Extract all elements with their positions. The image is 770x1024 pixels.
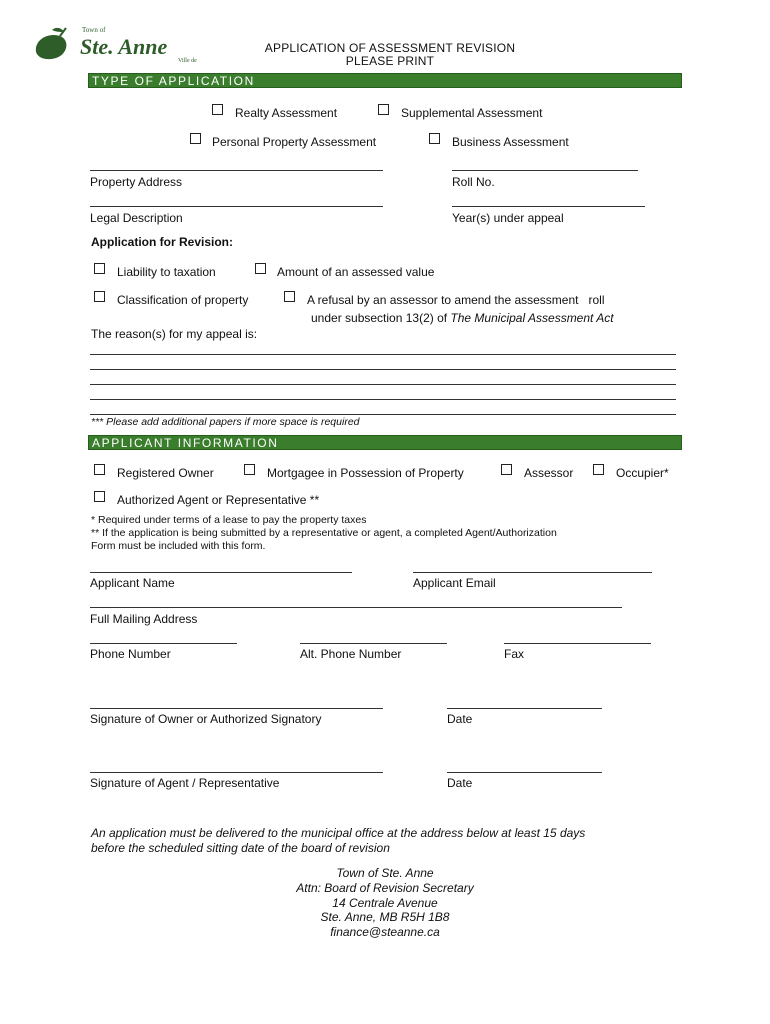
legal-description-label: Legal Description [90, 211, 183, 225]
alt-phone-field[interactable] [300, 643, 447, 644]
owner-signature-field[interactable] [90, 708, 383, 709]
checkbox-realty-assessment[interactable] [212, 104, 223, 115]
delivery-notice-line1: An application must be delivered to the municipal office at the address below at least 15 days [91, 826, 586, 840]
agent-date-field[interactable] [447, 772, 602, 773]
reasons-line-2[interactable] [90, 369, 676, 370]
mailing-address-field[interactable] [90, 607, 622, 608]
address-line: Ste. Anne, MB R5H 1B8 [320, 910, 450, 925]
label-business-assessment: Business Assessment [452, 135, 569, 149]
applicant-name-field[interactable] [90, 572, 352, 573]
logo-ville-de: Ville de [178, 58, 197, 64]
label-assessor-refusal: A refusal by an assessor to amend the assessment roll [307, 293, 605, 307]
owner-date-label: Date [447, 712, 473, 726]
property-address-label: Property Address [90, 175, 183, 189]
label-assessor-refusal-subsection: under subsection 13(2) of The Municipal Assessment Act [311, 311, 614, 325]
roll-no-label: Roll No. [452, 175, 495, 189]
checkbox-liability-to-taxation[interactable] [94, 263, 105, 274]
reasons-line-3[interactable] [90, 384, 676, 385]
label-supplemental-assessment: Supplemental Assessment [401, 106, 543, 120]
years-under-appeal-label: Year(s) under appeal [452, 211, 564, 225]
mailing-address-label: Full Mailing Address [90, 612, 198, 626]
logo-town-of: Town of [82, 26, 106, 34]
logo-name: Ste. Anne [80, 34, 168, 59]
section-type-of-application: TYPE OF APPLICATION [88, 73, 682, 88]
reasons-line-5[interactable] [90, 414, 676, 415]
fax-label: Fax [504, 647, 525, 661]
applicant-email-label: Applicant Email [413, 576, 496, 590]
municipal-address [235, 866, 535, 940]
checkbox-mortgagee[interactable] [244, 464, 255, 475]
reasons-label: The reason(s) for my appeal is: [91, 327, 258, 341]
applicant-email-field[interactable] [413, 572, 652, 573]
address-line: 14 Centrale Avenue [332, 895, 438, 910]
note-agent-line2: Form must be included with this form. [91, 540, 266, 552]
fax-field[interactable] [504, 643, 651, 644]
phone-field[interactable] [90, 643, 237, 644]
label-registered-owner: Registered Owner [117, 466, 214, 480]
form-subtitle: PLEASE PRINT [345, 54, 435, 68]
reasons-line-4[interactable] [90, 399, 676, 400]
label-mortgagee: Mortgagee in Possession of Property [267, 466, 464, 480]
roll-no-field[interactable] [452, 170, 638, 171]
checkbox-assessor-refusal[interactable] [284, 291, 295, 302]
label-authorized-agent: Authorized Agent or Representative ** [117, 493, 320, 507]
owner-signature-label: Signature of Owner or Authorized Signatory [90, 712, 322, 726]
label-occupier: Occupier* [616, 466, 669, 480]
owner-date-field[interactable] [447, 708, 602, 709]
label-liability-to-taxation: Liability to taxation [117, 265, 216, 279]
agent-signature-label: Signature of Agent / Representative [90, 776, 280, 790]
checkbox-classification-of-property[interactable] [94, 291, 105, 302]
checkbox-occupier[interactable] [593, 464, 604, 475]
label-classification-of-property: Classification of property [117, 293, 249, 307]
section-applicant-information: APPLICANT INFORMATION [88, 435, 682, 450]
reasons-line-1[interactable] [90, 354, 676, 355]
form-title: APPLICATION OF ASSESSMENT REVISION [264, 41, 516, 55]
label-assessor: Assessor [524, 466, 574, 480]
label-personal-property-assessment: Personal Property Assessment [212, 135, 377, 149]
label-realty-assessment: Realty Assessment [235, 106, 338, 120]
years-under-appeal-field[interactable] [452, 206, 645, 207]
agent-date-label: Date [447, 776, 473, 790]
delivery-notice-line2: before the scheduled sitting date of the board of revision [91, 841, 390, 855]
phone-label: Phone Number [90, 647, 171, 661]
address-email: finance@steanne.ca [330, 925, 440, 940]
revision-heading: Application for Revision: [91, 235, 234, 249]
note-lease: * Required under terms of a lease to pay the property taxes [91, 514, 367, 526]
address-line: Town of Ste. Anne [336, 866, 434, 880]
act-name: The Municipal Assessment Act [450, 311, 614, 325]
town-logo [30, 22, 220, 70]
checkbox-personal-property-assessment[interactable] [190, 133, 201, 144]
property-address-field[interactable] [90, 170, 383, 171]
label-amount-assessed-value: Amount of an assessed value [277, 265, 435, 279]
note-agent-line1: ** If the application is being submitted by a representative or agent, a completed Agent/Authorization [91, 527, 557, 539]
address-line: Attn: Board of Revision Secretary [296, 880, 474, 895]
checkbox-amount-assessed-value[interactable] [255, 263, 266, 274]
checkbox-business-assessment[interactable] [429, 133, 440, 144]
checkbox-authorized-agent[interactable] [94, 491, 105, 502]
agent-signature-field[interactable] [90, 772, 383, 773]
alt-phone-label: Alt. Phone Number [300, 647, 402, 661]
checkbox-supplemental-assessment[interactable] [378, 104, 389, 115]
additional-papers-note: *** Please add additional papers if more space is required [91, 416, 360, 428]
applicant-name-label: Applicant Name [90, 576, 175, 590]
checkbox-assessor[interactable] [501, 464, 512, 475]
legal-description-field[interactable] [90, 206, 383, 207]
checkbox-registered-owner[interactable] [94, 464, 105, 475]
